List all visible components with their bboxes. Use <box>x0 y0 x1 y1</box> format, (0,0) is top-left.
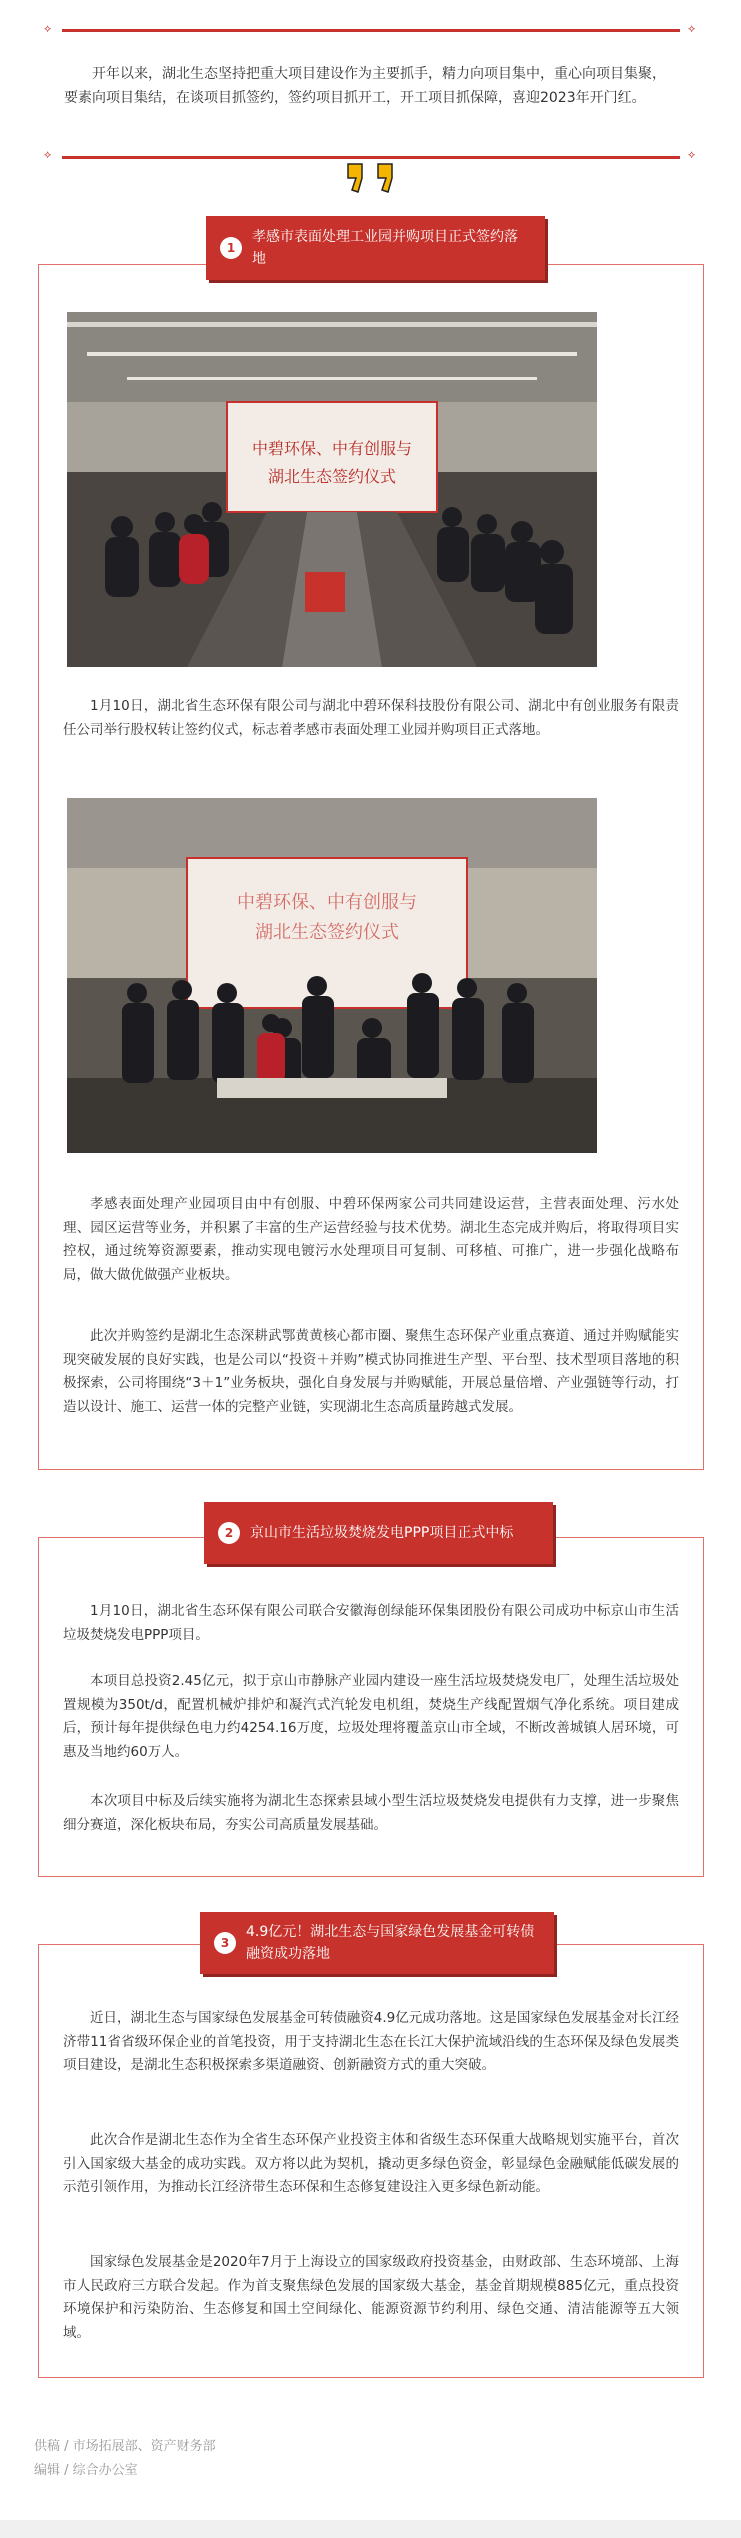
intro-bottom-rule <box>62 156 680 159</box>
corner-ornament-icon: ⟡ <box>688 22 696 35</box>
section-1-para-3: 此次并购签约是湖北生态深耕武鄂黄黄核心都市圈、聚焦生态环保产业重点赛道、通过并购赋能实现突破发展的良好实践，也是公司以“投资＋并购”模式协同推进生产型、平台型、技术型项目落地的积极探索，公司将围绕“3＋1”业务板块，强化自身发展与并购赋能，开展总量倍增、产业强链等行动，打造以设计、施工、运营一体的完整产业链，实现湖北生态高质量跨越式发展。 <box>63 1328 679 1415</box>
intro-box <box>42 22 700 162</box>
credits <box>34 2435 216 2483</box>
section-3-title <box>200 1912 554 1974</box>
section-2-para-3: 本次项目中标及后续实施将为湖北生态探索县域小型生活垃圾焚烧发电提供有力支撑，进一步聚焦细分赛道，深化板块布局，夯实公司高质量发展基础。 <box>63 1793 679 1833</box>
banner-line-1: 中碧环保、中有创服与 <box>237 892 417 913</box>
signing-ceremony-photo <box>67 312 597 667</box>
pointing-hands-icon <box>344 160 404 196</box>
section-number-badge: 1 <box>220 237 242 259</box>
section-2-para-1: 1月10日，湖北省生态环保有限公司联合安徽海创绿能环保集团股份有限公司成功中标京山市生活垃圾焚烧发电PPP项目。 <box>63 1603 679 1643</box>
section-2-title-text: 京山市生活垃圾焚烧发电PPP项目正式中标 <box>250 1525 514 1541</box>
section-2 <box>38 1537 704 1877</box>
corner-ornament-icon: ⟡ <box>44 148 52 161</box>
section-number-badge: 3 <box>214 1932 236 1954</box>
section-3-title-text: 4.9亿元！湖北生态与国家绿色发展基金可转债融资成功落地 <box>246 1924 535 1962</box>
section-3-para-3: 国家绿色发展基金是2020年7月于上海设立的国家级政府投资基金，由财政部、生态环境部、上海市人民政府三方联合发起。作为首支聚焦绿色发展的国家级大基金，基金首期规模885亿元，重点投资环境保护和污染防治、生态修复和国土空间绿化、能源资源节约利用、绿色交通、清洁能源等五大领域。 <box>63 2254 679 2341</box>
section-2-title <box>204 1502 553 1564</box>
section-3-para-2: 此次合作是湖北生态作为全省生态环保产业投资主体和省级生态环保重大战略规划实施平台，首次引入国家级大基金的成功实践。双方将以此为契机，撬动更多绿色资金，彰显绿色金融赋能低碳发展的示范引领作用，为推动长江经济带生态环保和生态修复建设注入更多绿色新动能。 <box>63 2132 679 2195</box>
corner-ornament-icon: ⟡ <box>688 148 696 161</box>
intro-text: 开年以来，湖北生态坚持把重大项目建设作为主要抓手，精力向项目集中，重心向项目集聚，要素向项目集结，在谈项目抓签约，签约项目抓开工，开工项目抓保障，喜迎2023年开门红。 <box>64 66 666 106</box>
section-1-title-text: 孝感市表面处理工业园并购项目正式签约落地 <box>252 229 518 267</box>
section-2-para-2: 本项目总投资2.45亿元，拟于京山市静脉产业园内建设一座生活垃圾焚烧发电厂，处理生活垃圾处置规模为350t/d，配置机械炉排炉和凝汽式汽轮发电机组，焚烧生产线配置烟气净化系统。项目建成后，预计每年提供绿色电力约4254.16万度，垃圾处理将覆盖京山市全域，不断改善城镇人居环境，可惠及当地约60万人。 <box>63 1673 679 1760</box>
group-photo <box>67 798 597 1153</box>
section-number-badge: 2 <box>218 1522 240 1544</box>
credits-editor: 编辑 / 综合办公室 <box>34 2463 138 2478</box>
section-3 <box>38 1944 704 2378</box>
corner-ornament-icon: ⟡ <box>44 22 52 35</box>
banner-line-2: 湖北生态签约仪式 <box>267 467 397 486</box>
banner-line-1: 中碧环保、中有创服与 <box>251 439 413 458</box>
bottom-bar <box>0 2520 741 2538</box>
section-1-title <box>206 216 545 280</box>
section-1-para-1: 1月10日，湖北省生态环保有限公司与湖北中碧环保科技股份有限公司、湖北中有创业服务有限责任公司举行股权转让签约仪式，标志着孝感市表面处理工业园并购项目正式落地。 <box>63 698 679 738</box>
credits-contributor: 供稿 / 市场拓展部、资产财务部 <box>34 2439 216 2454</box>
section-1-para-2: 孝感表面处理产业园项目由中有创服、中碧环保两家公司共同建设运营，主营表面处理、污水处理、园区运营等业务，并积累了丰富的生产运营经验与技术优势。湖北生态完成并购后，将取得项目实控权，通过统筹资源要素，推动实现电镀污水处理项目可复制、可移植、可推广，进一步强化战略布局，做大做优做强产业板块。 <box>63 1196 679 1283</box>
banner-line-2: 湖北生态签约仪式 <box>255 922 399 943</box>
section-3-para-1: 近日，湖北生态与国家绿色发展基金可转债融资4.9亿元成功落地。这是国家绿色发展基金对长江经济带11省省级环保企业的首笔投资，用于支持湖北生态在长江大保护流域沿线的生态环保及绿色发展类项目建设，是湖北生态积极探索多渠道融资、创新融资方式的重大突破。 <box>63 2010 679 2073</box>
intro-top-rule <box>62 29 680 32</box>
